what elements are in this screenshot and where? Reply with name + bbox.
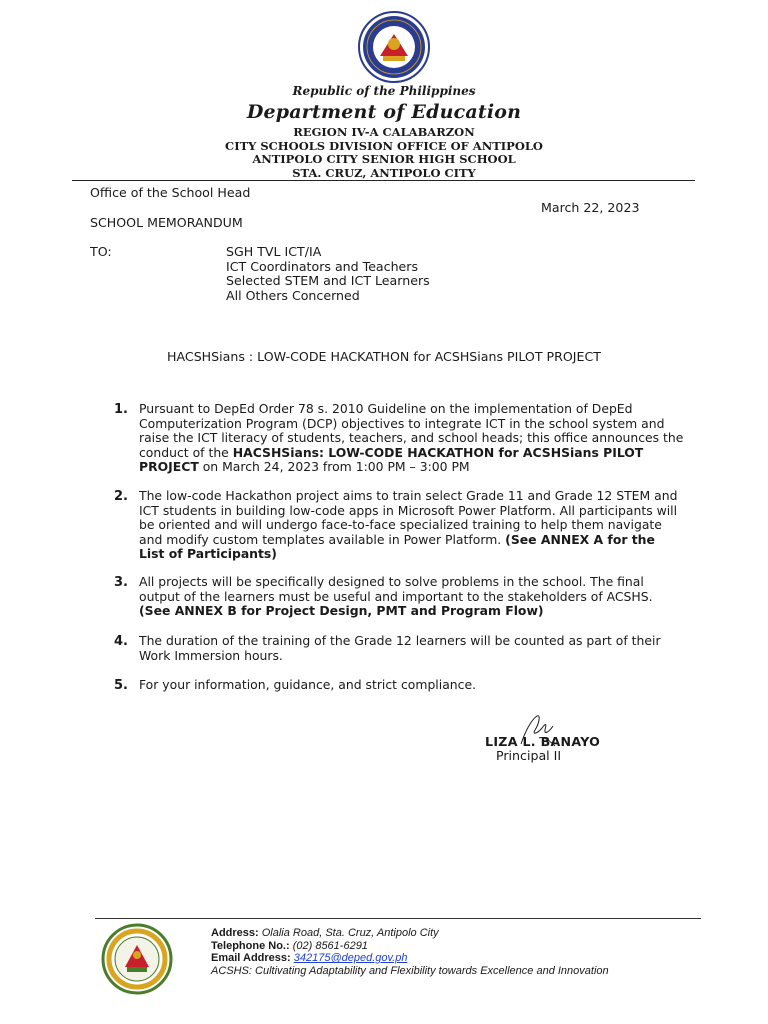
division-line: CITY SCHOOLS DIVISION OFFICE OF ANTIPOLO bbox=[225, 138, 543, 153]
footer-address-line bbox=[211, 927, 609, 940]
recipient-list bbox=[226, 245, 430, 303]
footer-email-link[interactable]: 342175@deped.gov.ph bbox=[293, 952, 408, 965]
memo-subject: HACSHSians : LOW-CODE HACKATHON for ACSHSians PILOT PROJECT bbox=[167, 349, 601, 364]
memo-item bbox=[114, 489, 684, 564]
footer-label: Email Address: bbox=[211, 952, 291, 965]
department-title: Department of Education bbox=[246, 101, 522, 123]
item-text-part: All projects will be specifically designed to solve problems in the school. The final output of the learners must be useful and important to the stakeholders of ACSHS. bbox=[139, 574, 653, 604]
memo-date: March 22, 2023 bbox=[541, 200, 640, 215]
footer-motto: ACSHS: Cultivating Adaptability and Flexibility towards Excellence and Innovation bbox=[211, 964, 609, 977]
recipient-item: Selected STEM and ICT Learners bbox=[226, 273, 430, 288]
region-line: REGION IV-A CALABARZON bbox=[293, 125, 475, 139]
school-line: ANTIPOLO CITY SENIOR HIGH SCHOOL bbox=[252, 152, 516, 166]
memo-item bbox=[114, 678, 684, 696]
footer-divider bbox=[95, 918, 701, 919]
item-text-part: on March 24, 2023 from 1:00 PM – 3:00 PM bbox=[198, 459, 470, 474]
office-label: Office of the School Head bbox=[90, 185, 251, 200]
footer-label: Telephone No.: bbox=[211, 939, 290, 952]
republic-line: Republic of the Philippines bbox=[292, 84, 476, 98]
footer-contact-block bbox=[211, 927, 609, 977]
footer-email-line bbox=[211, 952, 609, 965]
item-bold-part: (See ANNEX B for Project Design, PMT and Program Flow) bbox=[139, 603, 544, 618]
footer-telephone-line bbox=[211, 940, 609, 953]
item-text bbox=[139, 489, 684, 562]
item-text bbox=[139, 575, 684, 619]
recipient-item: ICT Coordinators and Teachers bbox=[226, 258, 419, 274]
item-text: The duration of the training of the Grade 12 learners will be counted as part of their Work Immersion hours. bbox=[139, 633, 661, 663]
signatory-name: LIZA L. BANAYO bbox=[485, 734, 601, 749]
item-bold-part: (See ANNEX A for the List of Participants) bbox=[139, 531, 655, 561]
footer-address: Olalia Road, Sta. Cruz, Antipolo City bbox=[261, 927, 439, 939]
recipient-item: All Others Concerned bbox=[226, 287, 360, 303]
item-number: 3. bbox=[114, 575, 128, 590]
item-text-part: The low-code Hackathon project aims to train select Grade 11 and Grade 12 STEM and ICT students in building low-code apps in Microsoft Power Platform. All participants will be oriented and will undergo face-to-face specialized training to help them navigate and modify custom templates available in Power Platform. bbox=[139, 488, 678, 547]
item-number: 4. bbox=[114, 634, 128, 649]
footer-label: Address: bbox=[211, 927, 259, 939]
deped-seal-logo bbox=[350, 10, 438, 84]
memo-item bbox=[114, 575, 684, 623]
item-text-part: Pursuant to DepEd Order 78 s. 2010 Guideline on the implementation of DepEd Computerization Program (DCP) objectives to integrate ICT in the school system and raise the ICT literacy of students, teachers, and school heads; this office announces the conduct of the bbox=[139, 401, 684, 460]
recipient-item: SGH TVL ICT/IA bbox=[226, 244, 322, 259]
item-text bbox=[139, 402, 684, 475]
memo-item bbox=[114, 402, 684, 477]
memo-type: SCHOOL MEMORANDUM bbox=[90, 215, 243, 230]
item-number: 5. bbox=[114, 678, 128, 693]
school-seal-logo bbox=[101, 923, 173, 995]
header-divider bbox=[72, 180, 695, 181]
item-text: For your information, guidance, and strict compliance. bbox=[139, 677, 477, 692]
to-label: TO: bbox=[90, 244, 112, 259]
signatory-title: Principal II bbox=[496, 748, 562, 763]
footer-telephone: (02) 8561-6291 bbox=[292, 939, 368, 952]
item-bold-part: HACSHSians: LOW-CODE HACKATHON for ACSHSians PILOT PROJECT bbox=[139, 444, 644, 474]
item-number: 1. bbox=[114, 402, 128, 417]
item-number: 2. bbox=[114, 489, 128, 504]
location-line: STA. CRUZ, ANTIPOLO CITY bbox=[292, 165, 476, 180]
memo-item bbox=[114, 634, 684, 666]
